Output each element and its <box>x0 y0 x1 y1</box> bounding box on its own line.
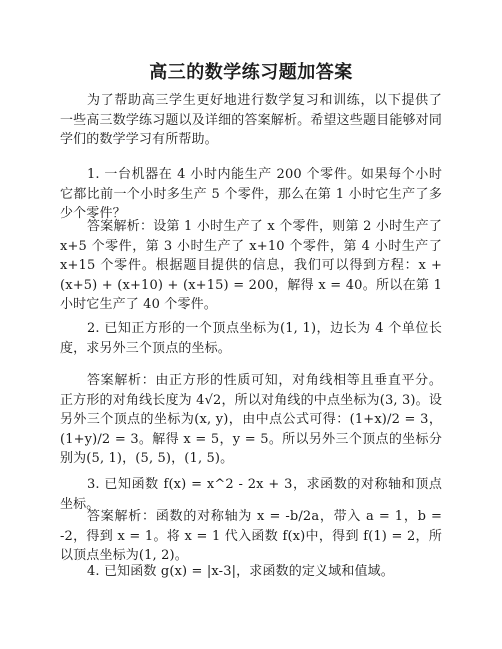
answer-1: 答案解析：设第 1 小时生产了 x 个零件，则第 2 小时生产了 x+5 个零件，第 3 小时生产了 x+10 个零件，第 4 小时生产了 x+15 个零件。根据题目提供的信息，我们可以得到方程：x + (x+5) + (x+10) + (x+15) = 200，解得 x = 40。所以在第 1 小时它生产了 40 个零件。 <box>60 219 442 312</box>
answer-3: 答案解析：函数的对称轴为 x = -b/2a，带入 a = 1，b = -2，得到 x = 1。将 x = 1 代入函数 f(x)中，得到 f(1) = 2，所以顶点坐标为(1, 2)。 <box>60 509 442 563</box>
answer-2: 答案解析：由正方形的性质可知，对角线相等且垂直平分。正方形的对角线长度为 4√2，所以对角线的中点坐标为(3, 3)。设另外三个顶点的坐标为(x, y)，由中点公式可得：(1+x)/2 = 3，(1+y)/2 = 3。解得 x = 5，y = 5。所以另外三个顶点的坐标分别为(5, 1)，(5, 5)，(1, 5)。 <box>60 373 442 466</box>
question-1: 1. 一台机器在 4 小时内能生产 200 个零件。如果每个小时它都比前一个小时多生产 5 个零件，那么在第 1 小时它生产了多少个零件？ <box>60 167 442 221</box>
document-title: 高三的数学练习题加答案 <box>149 62 353 83</box>
question-2: 2. 已知正方形的一个顶点坐标为(1, 1)，边长为 4 个单位长度，求另外三个顶点的坐标。 <box>60 321 442 356</box>
question-4: 4. 已知函数 g(x) = |x-3|，求函数的定义域和值域。 <box>87 564 394 579</box>
intro-paragraph: 为了帮助高三学生更好地进行数学复习和训练，以下提供了一些高三数学练习题以及详细的答案解析。希望这些题目能够对同学们的数学学习有所帮助。 <box>60 93 442 147</box>
question-3: 3. 已知函数 f(x) = x^2 - 2x + 3，求函数的对称轴和顶点坐标。 <box>60 477 442 512</box>
